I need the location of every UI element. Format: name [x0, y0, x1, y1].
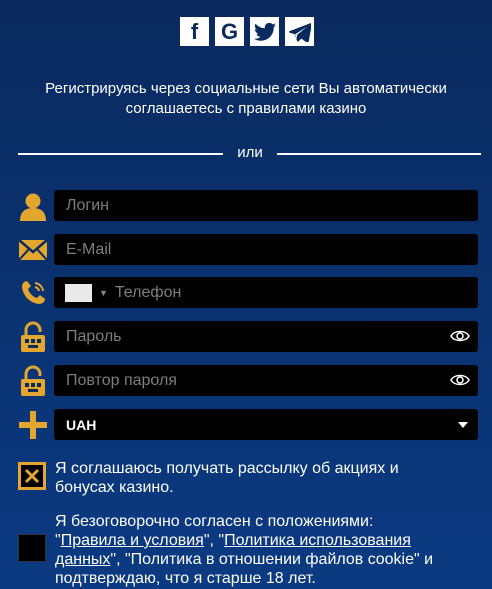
phone-icon [16, 277, 50, 308]
currency-select[interactable] [54, 409, 478, 440]
phone-row [16, 277, 478, 308]
notice-line-2: соглашаетесь с правилами казино [125, 100, 367, 117]
country-caret-icon[interactable]: ▼ [99, 287, 108, 298]
social-login-buttons [180, 17, 314, 46]
newsletter-checkbox[interactable] [18, 462, 46, 490]
email-placeholder: E-Mail [66, 240, 112, 258]
email-row [16, 234, 478, 265]
telegram-button[interactable] [285, 17, 314, 46]
phone-placeholder: Телефон [114, 283, 182, 301]
terms-sep-1: ", " [203, 532, 225, 549]
telegram-icon [289, 22, 311, 42]
login-row [16, 190, 478, 221]
show-password-eye-icon[interactable] [450, 372, 470, 388]
facebook-button[interactable] [180, 17, 209, 46]
terms-text-end: подтверждаю, что я старше 18 лет. [55, 570, 316, 587]
newsletter-label-line-1: Я соглашаюсь получать рассылку об акциях и [55, 460, 399, 477]
email-input[interactable] [54, 234, 478, 265]
user-icon [16, 190, 50, 221]
password-repeat-placeholder: Повтор пароля [66, 371, 177, 389]
google-icon: G [220, 18, 239, 44]
newsletter-label [55, 459, 480, 497]
terms-text-start: Я безоговорочно согласен с положениями: [55, 513, 374, 530]
password-repeat-row [16, 365, 478, 396]
password-input[interactable] [54, 321, 478, 352]
facebook-icon: f [190, 18, 199, 44]
social-notice [0, 79, 492, 119]
currency-value: UAH [66, 416, 97, 433]
divider-line-right [277, 153, 481, 155]
newsletter-checkbox-row [18, 459, 480, 499]
terms-label [55, 512, 480, 588]
terms-sep-2: ", "Политика в отношении файлов cookie" и [110, 551, 434, 568]
password-row [16, 321, 478, 352]
twitter-icon [254, 22, 276, 42]
check-x-icon [24, 468, 40, 484]
terms-checkbox-row [18, 512, 480, 588]
terms-checkbox[interactable] [18, 534, 46, 562]
password-placeholder: Пароль [66, 327, 122, 345]
password-repeat-input[interactable] [54, 365, 478, 396]
or-divider [18, 142, 481, 164]
phone-input[interactable] [54, 277, 478, 308]
login-placeholder: Логин [66, 196, 110, 214]
terms-link-rules[interactable]: Правила и условия [60, 532, 204, 549]
plus-icon [16, 409, 50, 440]
newsletter-label-line-2: бонусах казино. [55, 479, 174, 496]
twitter-button[interactable] [250, 17, 279, 46]
terms-link-privacy[interactable]: Политика использования данных [55, 532, 411, 568]
lock-icon [16, 321, 50, 352]
envelope-icon [16, 234, 50, 265]
lock-icon [16, 365, 50, 396]
country-flag-selector[interactable] [65, 284, 92, 302]
show-password-eye-icon[interactable] [450, 328, 470, 344]
divider-text: или [237, 144, 263, 161]
notice-line-1: Регистрируясь через социальные сети Вы автоматически [45, 80, 447, 97]
chevron-down-icon [458, 422, 468, 428]
currency-row [16, 409, 478, 440]
google-button[interactable] [215, 17, 244, 46]
terms-quote-open: " [55, 532, 61, 549]
divider-line-left [18, 153, 223, 155]
login-input[interactable] [54, 190, 478, 221]
